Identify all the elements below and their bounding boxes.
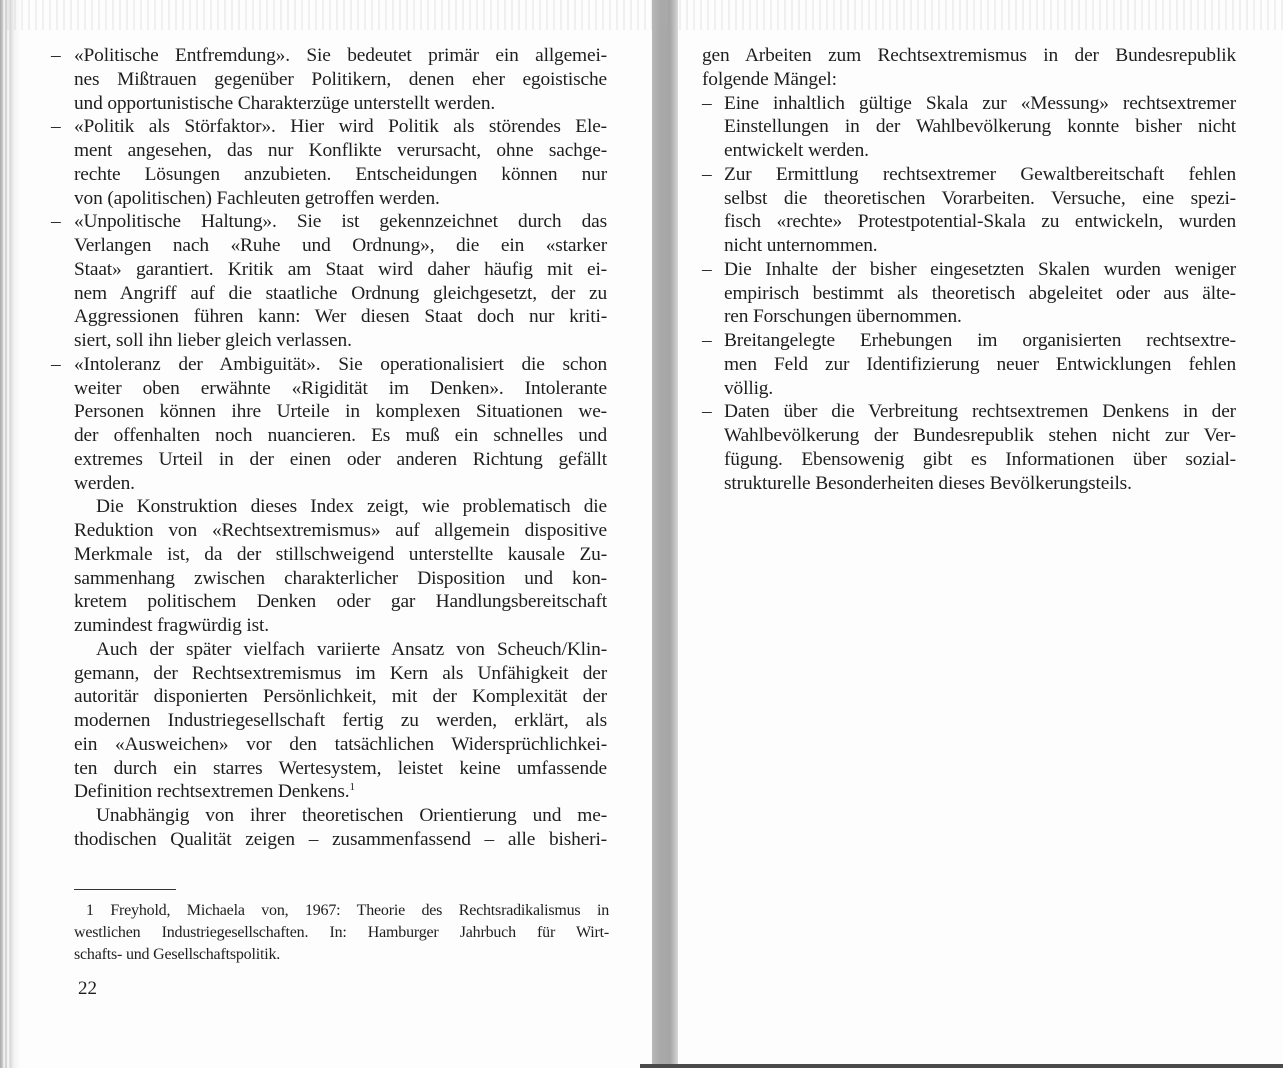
list-item: [51, 353, 607, 496]
list-item: [702, 163, 1236, 258]
text-line: Zur Ermittlung rechtsextremer Gewaltbereitschaft fehlen: [724, 163, 1236, 185]
text-line: gemann, der Rechtsextremismus im Kern als Unfähigkeit der: [74, 662, 607, 684]
text-line: Aggressionen führen kann: Wer diesen Staat doch nur kriti-: [74, 306, 607, 328]
right-column-text: [702, 44, 1236, 495]
text-line: zumindest fragwürdig ist.: [74, 615, 269, 636]
text-line: Personen können ihre Urteile in komplexen Situationen we-: [74, 401, 607, 423]
list-item: [702, 329, 1236, 400]
list-item: [702, 92, 1236, 163]
left-column-text: [51, 44, 607, 852]
text-line: und opportunistische Charakterzüge unterstellt werden.: [74, 92, 496, 114]
text-line: der offenhalten noch nuancieren. Es muß ein schnelles und: [74, 425, 607, 446]
text-line: extremes Urteil in der einen oder anderen Richtung gefällt: [74, 448, 607, 470]
list-item: [702, 258, 1236, 329]
text-line: rechte Lösungen anzubieten. Entscheidungen können nur: [74, 163, 607, 185]
text-line: Staat» garantiert. Kritik am Staat wird daher häufig mit ei-: [74, 258, 607, 280]
body-paragraph: [74, 804, 607, 852]
text-line: selbst die theoretischen Vorarbeiten. Versuche, eine spezi-: [724, 187, 1236, 209]
body-paragraph: [702, 44, 1236, 92]
text-line: Daten über die Verbreitung rechtsextremen Denkens in der: [724, 401, 1236, 423]
text-line: Die Inhalte der bisher eingesetzten Skalen wurden weniger: [724, 258, 1236, 280]
text-line: «Politische Entfremdung». Sie bedeutet primär ein allgemei-: [74, 45, 607, 66]
text-line: ren Forschungen übernommen.: [724, 306, 962, 328]
text-line: von (apolitischen) Fachleuten getroffen werden.: [74, 187, 440, 209]
list-item: [51, 210, 607, 353]
list-item: [51, 115, 607, 210]
text-line: entwickelt werden.: [724, 140, 869, 161]
text-line: werden.: [74, 472, 135, 494]
text-line: nes Mißtrauen gegenüber Politikern, denen eher egoistische: [74, 68, 607, 90]
list-dash: –: [51, 353, 61, 375]
text-line: fisch «rechte» Protestpotential-Skala zu entwickeln, wurden: [724, 211, 1236, 233]
list-dash: –: [51, 116, 61, 138]
text-line: ein «Ausweichen» vor den tatsächlichen Widersprüchlichkei-: [74, 733, 607, 755]
text-line: [74, 780, 607, 804]
text-line: kretem politischem Denken oder gar Handlungsbereitschaft: [74, 591, 607, 613]
text-line: strukturelle Besonderheiten dieses Bevölkerungsteils.: [724, 472, 1132, 494]
text-line: Breitangelegte Erhebungen im organisierten rechtsextre-: [724, 330, 1236, 351]
scan-bottom-edge: [640, 1064, 1283, 1068]
text-line: Einstellungen in der Wahlbevölkerung konnte bisher nicht: [724, 116, 1236, 138]
text-line: empirisch bestimmt als theoretisch abgeleitet oder aus älte-: [724, 282, 1236, 304]
text-line: fügung. Ebensowenig gibt es Informationen über sozial-: [724, 448, 1236, 470]
book-gutter: [652, 0, 678, 1068]
footnote: [74, 900, 609, 966]
footnote-line: westlichen Industriegesellschaften. In: Hamburger Jahrbuch für Wirt-: [74, 924, 609, 941]
footnote-line: schafts- und Gesellschaftspolitik.: [74, 946, 281, 963]
scan-noise: [0, 0, 1283, 30]
list-dash: –: [702, 92, 712, 114]
page-number: 22: [78, 978, 97, 999]
text-line: weiter oben erwähnte «Rigidität im Denken». Intolerante: [74, 377, 607, 399]
text-line: thodischen Qualität zeigen – zusammenfassend – alle bisheri-: [74, 828, 607, 850]
text-line: men Feld zur Identifizierung neuer Entwicklungen fehlen: [724, 353, 1236, 375]
text-line: «Unpolitische Haltung». Sie ist gekennzeichnet durch das: [74, 211, 607, 233]
text-line: nicht unternommen.: [724, 235, 878, 256]
footnote-divider: [74, 889, 176, 890]
text-line: ment angesehen, das nur Konflikte verursacht, ohne sachge-: [74, 140, 607, 161]
text-line: Die Konstruktion dieses Index zeigt, wie problematisch die: [96, 496, 607, 518]
text-line: nem Angriff auf die staatliche Ordnung gleichgesetzt, der zu: [74, 282, 607, 304]
text-line: siert, soll ihn lieber gleich verlassen.: [74, 330, 352, 351]
text-line: «Intoleranz der Ambiguität». Sie operationalisiert die schon: [74, 353, 607, 375]
text-line: ten durch ein starres Wertesystem, leistet keine umfassende: [74, 757, 607, 779]
list-dash: –: [51, 211, 61, 233]
text-line: folgende Mängel:: [702, 68, 837, 90]
list-dash: –: [702, 401, 712, 423]
list-item: [702, 400, 1236, 495]
text-line: Merkmale ist, da der stillschweigend unterstellte kausale Zu-: [74, 543, 607, 565]
text-line: sammenhang zwischen charakterlicher Disposition und kon-: [74, 567, 607, 589]
text-line: Reduktion von «Rechtsextremismus» auf allgemein dispositive: [74, 520, 607, 541]
body-paragraph: [74, 495, 607, 638]
footnote-line: 1 Freyhold, Michaela von, 1967: Theorie des Rechtsradikalismus in: [86, 902, 609, 919]
list-dash: –: [702, 330, 712, 351]
text-line-content: Definition rechtsextremen Denkens.: [74, 781, 350, 803]
list-item: [51, 44, 607, 115]
text-line: Verlangen nach «Ruhe und Ordnung», die ein «starker: [74, 235, 607, 256]
text-line: völlig.: [724, 377, 774, 399]
list-dash: –: [702, 258, 712, 280]
list-dash: –: [51, 45, 61, 66]
text-line: Wahlbevölkerung der Bundesrepublik stehen nicht zur Ver-: [724, 425, 1236, 446]
text-line: autoritär disponierten Persönlichkeit, mit der Komplexität der: [74, 686, 607, 708]
body-paragraph: [74, 638, 607, 804]
page-edge-shadow: [0, 0, 22, 1068]
list-dash: –: [702, 163, 712, 185]
text-line: modernen Industriegesellschaft fertig zu werden, erklärt, als: [74, 710, 607, 731]
text-line: Unabhängig von ihrer theoretischen Orientierung und me-: [96, 805, 607, 826]
text-line: Eine inhaltlich gültige Skala zur «Messung» rechtsextremer: [724, 92, 1236, 114]
text-line: gen Arbeiten zum Rechtsextremismus in der Bundesrepublik: [702, 45, 1236, 66]
text-line: «Politik als Störfaktor». Hier wird Politik als störendes Ele-: [74, 116, 607, 138]
text-line: Auch der später vielfach variierte Ansatz von Scheuch/Klin-: [96, 638, 607, 660]
footnote-reference[interactable]: 1: [349, 781, 355, 794]
